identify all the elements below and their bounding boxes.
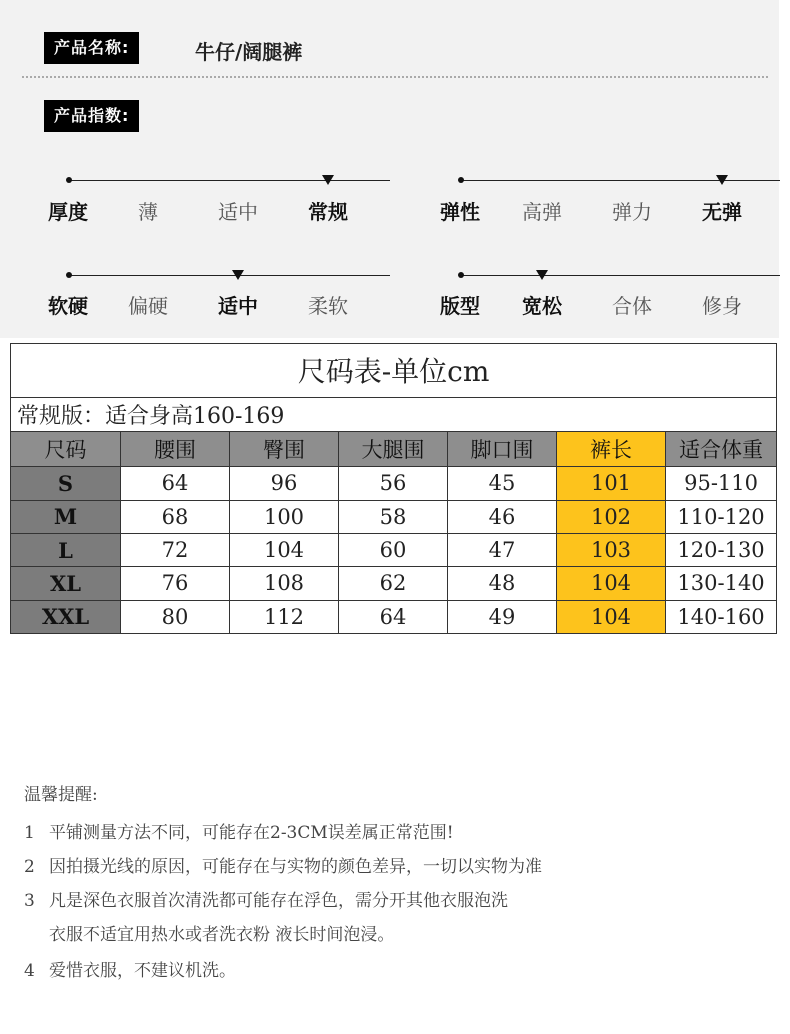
scale-start-dot xyxy=(458,177,464,183)
size-cell: M xyxy=(11,500,121,533)
table-cell: 76 xyxy=(121,567,230,600)
tip-line xyxy=(24,852,542,877)
tip-number: 2 xyxy=(24,857,35,877)
size-chart-header xyxy=(11,431,777,466)
index-option: 适中 xyxy=(218,294,258,318)
product-index-label: 产品指数: xyxy=(44,100,139,132)
header-cell: 大腿围 xyxy=(339,431,448,466)
table-cell: 104 xyxy=(230,533,339,566)
table-cell: 120-130 xyxy=(666,533,777,566)
header-cell: 腰围 xyxy=(121,431,230,466)
table-cell: 64 xyxy=(339,600,448,633)
tip-text: 爱惜衣服，不建议机洗。 xyxy=(49,961,236,981)
table-cell: 103 xyxy=(557,533,666,566)
selected-marker xyxy=(716,175,728,185)
tip-line xyxy=(24,818,454,843)
tip-text: 凡是深色衣服首次清洗都可能存在浮色，需分开其他衣服泡洗 xyxy=(49,891,508,911)
table-cell: 95-110 xyxy=(666,467,777,500)
table-cell: 100 xyxy=(230,500,339,533)
table-cell: 96 xyxy=(230,467,339,500)
table-cell: 140-160 xyxy=(666,600,777,633)
tip-number: 4 xyxy=(24,961,35,981)
size-cell: S xyxy=(11,467,121,500)
tip-text: 平铺测量方法不同，可能存在2-3CM误差属正常范围! xyxy=(49,823,454,843)
product-name-value: 牛仔/阔腿裤 xyxy=(195,40,303,64)
table-row xyxy=(11,467,777,500)
header-cell: 适合体重 xyxy=(666,431,777,466)
scale-line xyxy=(68,180,390,181)
table-cell: 62 xyxy=(339,567,448,600)
tip-line xyxy=(24,886,508,911)
index-option: 合体 xyxy=(612,294,652,318)
index-option: 适中 xyxy=(218,200,258,224)
scale-line xyxy=(460,180,780,181)
size-chart-title: 尺码表-单位cm xyxy=(11,344,777,398)
table-cell: 104 xyxy=(557,567,666,600)
tip-text: 衣服不适宜用热水或者洗衣粉 液长时间泡浸。 xyxy=(49,925,395,945)
table-cell: 58 xyxy=(339,500,448,533)
table-cell: 49 xyxy=(448,600,557,633)
table-row xyxy=(11,533,777,566)
header-cell: 尺码 xyxy=(11,431,121,466)
table-cell: 80 xyxy=(121,600,230,633)
table-cell: 64 xyxy=(121,467,230,500)
index-option: 常规 xyxy=(308,200,348,224)
table-cell: 56 xyxy=(339,467,448,500)
product-info-panel xyxy=(0,0,779,338)
table-cell: 112 xyxy=(230,600,339,633)
scale-start-dot xyxy=(66,272,72,278)
size-cell: XL xyxy=(11,567,121,600)
table-cell: 60 xyxy=(339,533,448,566)
scale-start-dot xyxy=(458,272,464,278)
tip-number: 1 xyxy=(24,823,35,843)
index-category: 厚度 xyxy=(48,200,88,224)
index-option: 柔软 xyxy=(308,294,348,318)
table-cell: 72 xyxy=(121,533,230,566)
table-row xyxy=(11,600,777,633)
index-option: 无弹 xyxy=(702,200,742,224)
table-row xyxy=(11,500,777,533)
index-category: 弹性 xyxy=(440,200,480,224)
selected-marker xyxy=(536,270,548,280)
size-cell: XXL xyxy=(11,600,121,633)
index-option: 宽松 xyxy=(522,294,562,318)
table-cell: 104 xyxy=(557,600,666,633)
index-category: 版型 xyxy=(440,294,480,318)
table-cell: 47 xyxy=(448,533,557,566)
table-cell: 101 xyxy=(557,467,666,500)
index-option: 修身 xyxy=(702,294,742,318)
product-name-label: 产品名称: xyxy=(44,32,139,64)
tip-number: 3 xyxy=(24,891,35,911)
table-cell: 68 xyxy=(121,500,230,533)
scale-line xyxy=(460,275,780,276)
tip-line xyxy=(24,920,394,945)
index-option: 薄 xyxy=(138,200,158,224)
size-chart-subtitle: 常规版：适合身高160-169 xyxy=(11,397,777,431)
table-cell: 45 xyxy=(448,467,557,500)
size-cell: L xyxy=(11,533,121,566)
dotted-divider xyxy=(22,76,768,78)
table-cell: 46 xyxy=(448,500,557,533)
header-cell: 臀围 xyxy=(230,431,339,466)
table-cell: 102 xyxy=(557,500,666,533)
table-cell: 130-140 xyxy=(666,567,777,600)
table-cell: 110-120 xyxy=(666,500,777,533)
table-row xyxy=(11,567,777,600)
scale-start-dot xyxy=(66,177,72,183)
table-cell: 48 xyxy=(448,567,557,600)
tip-line xyxy=(24,956,236,981)
size-chart-table xyxy=(10,343,777,634)
index-category: 软硬 xyxy=(48,294,88,318)
index-option: 弹力 xyxy=(612,200,652,224)
selected-marker xyxy=(322,175,334,185)
tip-text: 因拍摄光线的原因，可能存在与实物的颜色差异，一切以实物为准 xyxy=(49,857,542,877)
index-option: 偏硬 xyxy=(128,294,168,318)
index-option: 高弹 xyxy=(522,200,562,224)
header-cell: 裤长 xyxy=(557,431,666,466)
selected-marker xyxy=(232,270,244,280)
scale-line xyxy=(68,275,390,276)
tips-title: 温馨提醒: xyxy=(24,785,98,805)
header-cell: 脚口围 xyxy=(448,431,557,466)
table-cell: 108 xyxy=(230,567,339,600)
